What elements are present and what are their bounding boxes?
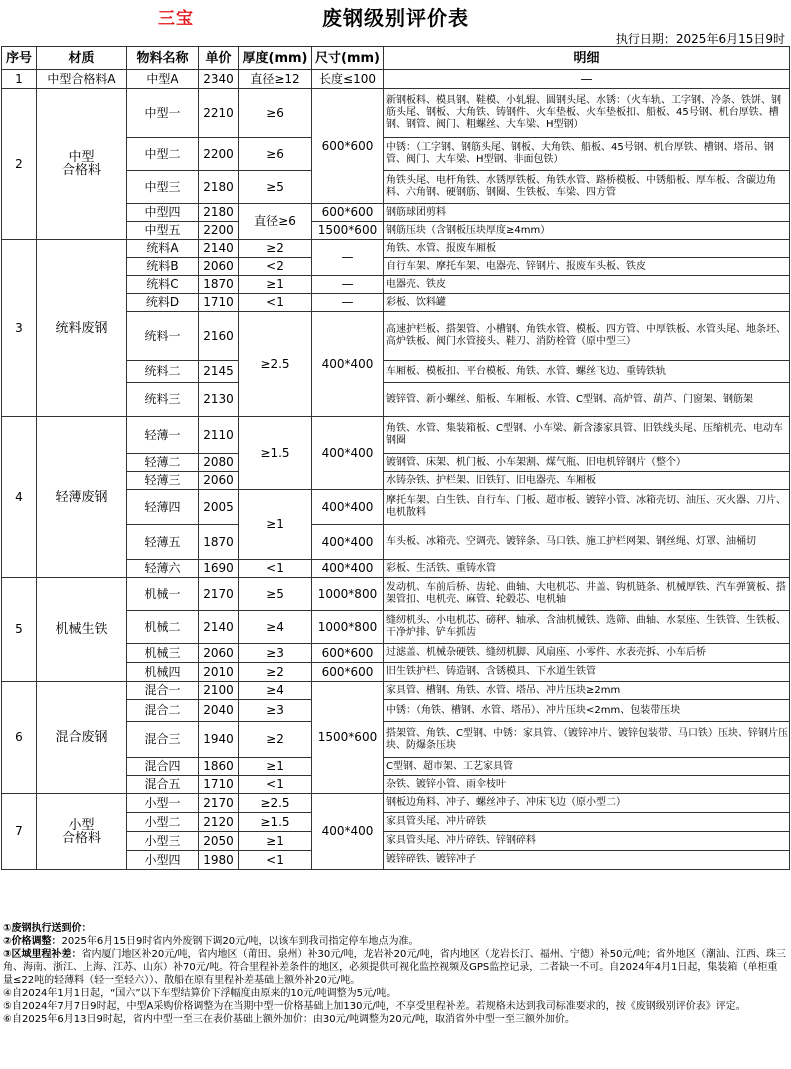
effective-date: 执行日期：2025年6月15日9时 bbox=[615, 32, 785, 46]
item-detail: 角铁、水管、报废车厢板 bbox=[384, 240, 790, 258]
group-material: 统料废钢 bbox=[37, 240, 127, 417]
item-name: 机械四 bbox=[127, 663, 199, 682]
item-name: 小型三 bbox=[127, 832, 199, 851]
item-thickness: ≥1.5 bbox=[239, 417, 312, 490]
item-detail: 角铁头尾、电杆角铁、水锈厚铁板、角铁水管、路桥模板、中锈船板、厚车板、含碳边角料、六角钢、硬钢筋、钢圈、生铁板、车梁、四方管 bbox=[384, 171, 790, 204]
item-thickness: ≥6 bbox=[239, 138, 312, 171]
table-row bbox=[2, 89, 790, 138]
item-price: 1870 bbox=[199, 525, 239, 560]
item-price: 2170 bbox=[199, 794, 239, 813]
table-row bbox=[2, 417, 790, 454]
item-detail: 钢筋球团剪料 bbox=[384, 204, 790, 222]
page-title: 废钢级别评价表 bbox=[322, 6, 469, 30]
item-size: 1500*600 bbox=[312, 682, 384, 794]
group-no: 2 bbox=[2, 89, 37, 240]
table-row bbox=[2, 240, 790, 258]
item-size: 400*400 bbox=[312, 525, 384, 560]
item-detail: 自行车架、摩托车架、电器壳、锌钢片、报废车头板、铁皮 bbox=[384, 258, 790, 276]
item-price: 1860 bbox=[199, 758, 239, 776]
item-name: 小型二 bbox=[127, 813, 199, 832]
item-detail: 彩板、生活铁、重铸水管 bbox=[384, 560, 790, 578]
item-price: 2130 bbox=[199, 383, 239, 417]
item-name: 轻薄二 bbox=[127, 454, 199, 472]
item-thickness: ≥1 bbox=[239, 758, 312, 776]
item-thickness: <2 bbox=[239, 258, 312, 276]
item-detail: 杂铁、镀锌小管、雨伞枝叶 bbox=[384, 776, 790, 794]
item-thickness: ≥2.5 bbox=[239, 794, 312, 813]
item-detail: 车厢板、模板扣、平台模板、角铁、水管、螺丝飞边、重铸铁轨 bbox=[384, 361, 790, 383]
table-row bbox=[2, 794, 790, 813]
item-detail: 中锈：（工字钢、钢筋头尾、钢板、大角铁、船板、45号钢、机台厚铁、槽钢、塔吊、钢管、阀门、大车梁、H型钢、非面包铁） bbox=[384, 138, 790, 171]
group-no: 4 bbox=[2, 417, 37, 578]
group-material: 机械生铁 bbox=[37, 578, 127, 682]
note-text: 省内厦门地区补20元/吨，省内地区（莆田、泉州）补30元/吨，龙岩补20元/吨，省内地区（龙岩长汀、福州、宁德）补50元/吨；省外地区（潮汕、江西、珠三角、海南、浙江、上海、江苏、山东）补70元/吨。符合里程补差条件的地区，必须提供可视化监控视频及GPS监控记录，二者缺一不可。自2024年4月1日起，集装箱（单柜重量≤22吨的轻薄料（轻一至轻六））、散船在原有里程补差基础上额外补20元/吨。 bbox=[3, 949, 786, 986]
item-price: 2160 bbox=[199, 312, 239, 361]
item-name: 统料B bbox=[127, 258, 199, 276]
note-text: 2025年6月15日9时省内外废钢下调20元/吨，以该车到我司指定停车地点为准。 bbox=[61, 936, 419, 947]
item-price: 2180 bbox=[199, 171, 239, 204]
item-size: 600*600 bbox=[312, 663, 384, 682]
item-price: 2080 bbox=[199, 454, 239, 472]
col-header-thickness: 厚度(mm) bbox=[239, 47, 312, 70]
item-price: 2180 bbox=[199, 204, 239, 222]
item-price: 2210 bbox=[199, 89, 239, 138]
item-price: 2010 bbox=[199, 663, 239, 682]
item-size: 400*400 bbox=[312, 490, 384, 525]
table-row bbox=[2, 70, 790, 89]
col-header-detail: 明细 bbox=[384, 47, 790, 70]
item-thickness: ≥5 bbox=[239, 578, 312, 611]
table-row bbox=[2, 578, 790, 611]
item-name: 小型一 bbox=[127, 794, 199, 813]
table-header-row bbox=[2, 47, 790, 70]
item-size: 400*400 bbox=[312, 560, 384, 578]
item-price: 1690 bbox=[199, 560, 239, 578]
item-price: 2140 bbox=[199, 240, 239, 258]
item-detail: C型钢、超市架、工艺家具管 bbox=[384, 758, 790, 776]
item-detail: 电器壳、铁皮 bbox=[384, 276, 790, 294]
item-name: 中型三 bbox=[127, 171, 199, 204]
col-header-material: 材质 bbox=[37, 47, 127, 70]
item-name: 小型四 bbox=[127, 851, 199, 870]
item-name: 混合三 bbox=[127, 722, 199, 758]
group-no: 6 bbox=[2, 682, 37, 794]
item-thickness: ≥4 bbox=[239, 611, 312, 644]
note-item bbox=[3, 987, 787, 1000]
item-thickness: ≥1 bbox=[239, 490, 312, 560]
item-detail: 镀钢管、床架、机门板、小车架割、煤气瓶、旧电机锌钢片（整个） bbox=[384, 454, 790, 472]
group-no: 1 bbox=[2, 70, 37, 89]
item-detail: 家具管、槽钢、角铁、水管、塔吊、冲片压块≥2mm bbox=[384, 682, 790, 700]
note-item bbox=[3, 948, 787, 987]
item-name: 中型四 bbox=[127, 204, 199, 222]
item-price: 2005 bbox=[199, 490, 239, 525]
item-thickness: <1 bbox=[239, 776, 312, 794]
item-name: 统料二 bbox=[127, 361, 199, 383]
group-material: 混合废钢 bbox=[37, 682, 127, 794]
item-detail: 角铁、水管、集装箱板、C型钢、小车梁、新含漆家具管、旧铁线头尾、压缩机壳、电动车钢圈 bbox=[384, 417, 790, 454]
item-size: 1500*600 bbox=[312, 222, 384, 240]
item-price: 1710 bbox=[199, 776, 239, 794]
item-price: 2140 bbox=[199, 611, 239, 644]
item-thickness: ≥1.5 bbox=[239, 813, 312, 832]
item-price: 1710 bbox=[199, 294, 239, 312]
item-name: 轻薄四 bbox=[127, 490, 199, 525]
group-material: 中型合格料A bbox=[37, 70, 127, 89]
item-detail: 家具管头尾、冲片碎铁、锌钢碎料 bbox=[384, 832, 790, 851]
item-detail: 车头板、冰箱壳、空调壳、镀锌条、马口铁、施工护栏网架、钢丝绳、灯罩、油桶切 bbox=[384, 525, 790, 560]
item-detail: 钢筋压块（含钢板压块厚度≥4mm） bbox=[384, 222, 790, 240]
item-thickness: ≥5 bbox=[239, 171, 312, 204]
item-thickness: ≥1 bbox=[239, 276, 312, 294]
group-material: 中型 合格料 bbox=[37, 89, 127, 240]
item-name: 统料一 bbox=[127, 312, 199, 361]
col-header-price: 单价 bbox=[199, 47, 239, 70]
group-no: 3 bbox=[2, 240, 37, 417]
group-no: 5 bbox=[2, 578, 37, 682]
item-detail: 缝纫机头、小电机芯、磅秤、轴承、含油机械铁、选筛、曲轴、水泵座、生铁管、生铁板、干净炉排、铲车抓齿 bbox=[384, 611, 790, 644]
item-thickness: <1 bbox=[239, 560, 312, 578]
item-thickness: ≥6 bbox=[239, 89, 312, 138]
item-name: 中型一 bbox=[127, 89, 199, 138]
item-price: 1980 bbox=[199, 851, 239, 870]
item-price: 2170 bbox=[199, 578, 239, 611]
item-name: 中型二 bbox=[127, 138, 199, 171]
item-thickness: ≥2.5 bbox=[239, 312, 312, 417]
item-size: 长度≤100 bbox=[312, 70, 384, 89]
item-price: 2120 bbox=[199, 813, 239, 832]
item-price: 2100 bbox=[199, 682, 239, 700]
note-item bbox=[3, 935, 787, 948]
item-detail: 水铸杂铁、护栏架、旧铁钉、旧电器壳、车厢板 bbox=[384, 472, 790, 490]
item-detail: 彩板、饮料罐 bbox=[384, 294, 790, 312]
col-header-no: 序号 bbox=[2, 47, 37, 70]
item-name: 轻薄一 bbox=[127, 417, 199, 454]
item-size: — bbox=[312, 276, 384, 294]
item-detail: — bbox=[384, 70, 790, 89]
item-detail: 高速护栏板、搭架管、小槽钢、角铁水管、模板、四方管、中厚铁板、水管头尾、地条坯、高炉铁板、阀门水管接头、鞋刀、消防栓管（原中型三） bbox=[384, 312, 790, 361]
item-name: 统料C bbox=[127, 276, 199, 294]
item-size: 1000*800 bbox=[312, 611, 384, 644]
item-name: 轻薄六 bbox=[127, 560, 199, 578]
item-thickness: <1 bbox=[239, 851, 312, 870]
item-thickness: ≥3 bbox=[239, 644, 312, 663]
item-detail: 发动机、车前后桥、齿轮、曲轴、大电机芯、井盖、钩机链条、机械厚铁、汽车弹簧板、搭架管扣、电机壳、麻管、轮毂芯、电机轴 bbox=[384, 578, 790, 611]
item-price: 2040 bbox=[199, 700, 239, 722]
item-thickness: <1 bbox=[239, 294, 312, 312]
note-text: ④自2024年1月1日起，“国六”以下车型结算价下浮幅度由原来的10元/吨调整为5元/吨。 bbox=[3, 988, 397, 999]
note-item bbox=[3, 1000, 787, 1013]
item-name: 轻薄三 bbox=[127, 472, 199, 490]
note-label: ②价格调整： bbox=[3, 936, 62, 947]
item-name: 统料三 bbox=[127, 383, 199, 417]
group-material: 轻薄废钢 bbox=[37, 417, 127, 578]
item-detail: 钢板边角料、冲子、螺丝冲子、冲床飞边（原小型二） bbox=[384, 794, 790, 813]
item-thickness: ≥2 bbox=[239, 663, 312, 682]
item-name: 机械二 bbox=[127, 611, 199, 644]
item-thickness: ≥2 bbox=[239, 240, 312, 258]
item-detail: 旧生铁护栏、铸造钢、含锈模具、下水道生铁管 bbox=[384, 663, 790, 682]
price-table bbox=[1, 46, 790, 870]
item-detail: 镀锌碎铁、镀锌冲子 bbox=[384, 851, 790, 870]
note-item bbox=[3, 1013, 787, 1026]
item-name: 中型五 bbox=[127, 222, 199, 240]
note-label: ①废钢执行送到价： bbox=[3, 923, 92, 934]
item-thickness: 直径≥12 bbox=[239, 70, 312, 89]
item-thickness: 直径≥6 bbox=[239, 204, 312, 240]
item-name: 统料D bbox=[127, 294, 199, 312]
item-name: 混合五 bbox=[127, 776, 199, 794]
note-item bbox=[3, 922, 787, 935]
item-size: 600*600 bbox=[312, 89, 384, 204]
item-price: 2050 bbox=[199, 832, 239, 851]
item-name: 中型A bbox=[127, 70, 199, 89]
item-size: 400*400 bbox=[312, 417, 384, 490]
item-thickness: ≥2 bbox=[239, 722, 312, 758]
item-thickness: ≥3 bbox=[239, 700, 312, 722]
item-thickness: ≥1 bbox=[239, 832, 312, 851]
item-detail: 镀锌管、新小螺丝、船板、车厢板、水管、C型钢、高炉管、葫芦、门窗架、钢筋架 bbox=[384, 383, 790, 417]
group-material: 小型 合格料 bbox=[37, 794, 127, 870]
item-size: 1000*800 bbox=[312, 578, 384, 611]
item-price: 2340 bbox=[199, 70, 239, 89]
item-name: 混合四 bbox=[127, 758, 199, 776]
note-text: ⑤自2024年7月7日9时起，中型A采购价格调整为在当期中型一价格基础上加130元/吨，不享受里程补差。若规格未达到我司标准要求的，按《废钢级别评价表》评定。 bbox=[3, 1001, 746, 1012]
item-price: 2200 bbox=[199, 222, 239, 240]
item-price: 2060 bbox=[199, 644, 239, 663]
col-header-size: 尺寸(mm) bbox=[312, 47, 384, 70]
item-size: 400*400 bbox=[312, 794, 384, 870]
group-no: 7 bbox=[2, 794, 37, 870]
item-price: 2060 bbox=[199, 258, 239, 276]
notes-section bbox=[3, 922, 787, 1026]
item-detail: 搭架管、角铁、C型钢、中锈：家具管、（镀锌冲片、镀锌包装带、马口铁）压块、锌钢片压块、防爆条压块 bbox=[384, 722, 790, 758]
brand-logo: 三宝 bbox=[158, 9, 194, 29]
item-name: 统料A bbox=[127, 240, 199, 258]
col-header-name: 物料名称 bbox=[127, 47, 199, 70]
item-thickness: ≥4 bbox=[239, 682, 312, 700]
item-price: 2060 bbox=[199, 472, 239, 490]
item-price: 2145 bbox=[199, 361, 239, 383]
item-detail: 过滤盖、机械杂硬铁、缝纫机脚、风扇座、小零件、水表壳拆、小车后桥 bbox=[384, 644, 790, 663]
item-price: 2200 bbox=[199, 138, 239, 171]
item-size: 400*400 bbox=[312, 312, 384, 417]
item-price: 1940 bbox=[199, 722, 239, 758]
item-detail: 家具管头尾、冲片碎铁 bbox=[384, 813, 790, 832]
note-label: ③区域里程补差： bbox=[3, 949, 82, 960]
item-detail: 中锈：（角铁、槽钢、水管、塔吊）、冲片压块<2mm、包装带压块 bbox=[384, 700, 790, 722]
item-detail: 新钢板料、模具钢、鞋模、小轧辊、圆钢头尾、水锈：（火车轨、工字钢、冷条、铁饼、钢筋头尾、钢板、大角铁、铸钢件、火车垫板、火车垫板扣、船板、45号钢、机台厚铁、槽钢、钢管、阀门、粗螺丝、大车梁、H型钢） bbox=[384, 89, 790, 138]
item-size: — bbox=[312, 294, 384, 312]
item-size: — bbox=[312, 240, 384, 276]
table-row bbox=[2, 682, 790, 700]
item-detail: 摩托车架、白生铁、自行车、门板、超市板、镀锌小管、冰箱壳切、油压、灭火器、刀片、电机散料 bbox=[384, 490, 790, 525]
item-size: 600*600 bbox=[312, 644, 384, 663]
item-name: 混合二 bbox=[127, 700, 199, 722]
item-size: 600*600 bbox=[312, 204, 384, 222]
item-name: 混合一 bbox=[127, 682, 199, 700]
note-text: ⑥自2025年6月13日9时起，省内中型一至三在表价基础上额外加价：由30元/吨调整为20元/吨，取消省外中型一至三额外加价。 bbox=[3, 1014, 576, 1025]
item-price: 2110 bbox=[199, 417, 239, 454]
item-name: 轻薄五 bbox=[127, 525, 199, 560]
item-name: 机械三 bbox=[127, 644, 199, 663]
item-price: 1870 bbox=[199, 276, 239, 294]
item-name: 机械一 bbox=[127, 578, 199, 611]
